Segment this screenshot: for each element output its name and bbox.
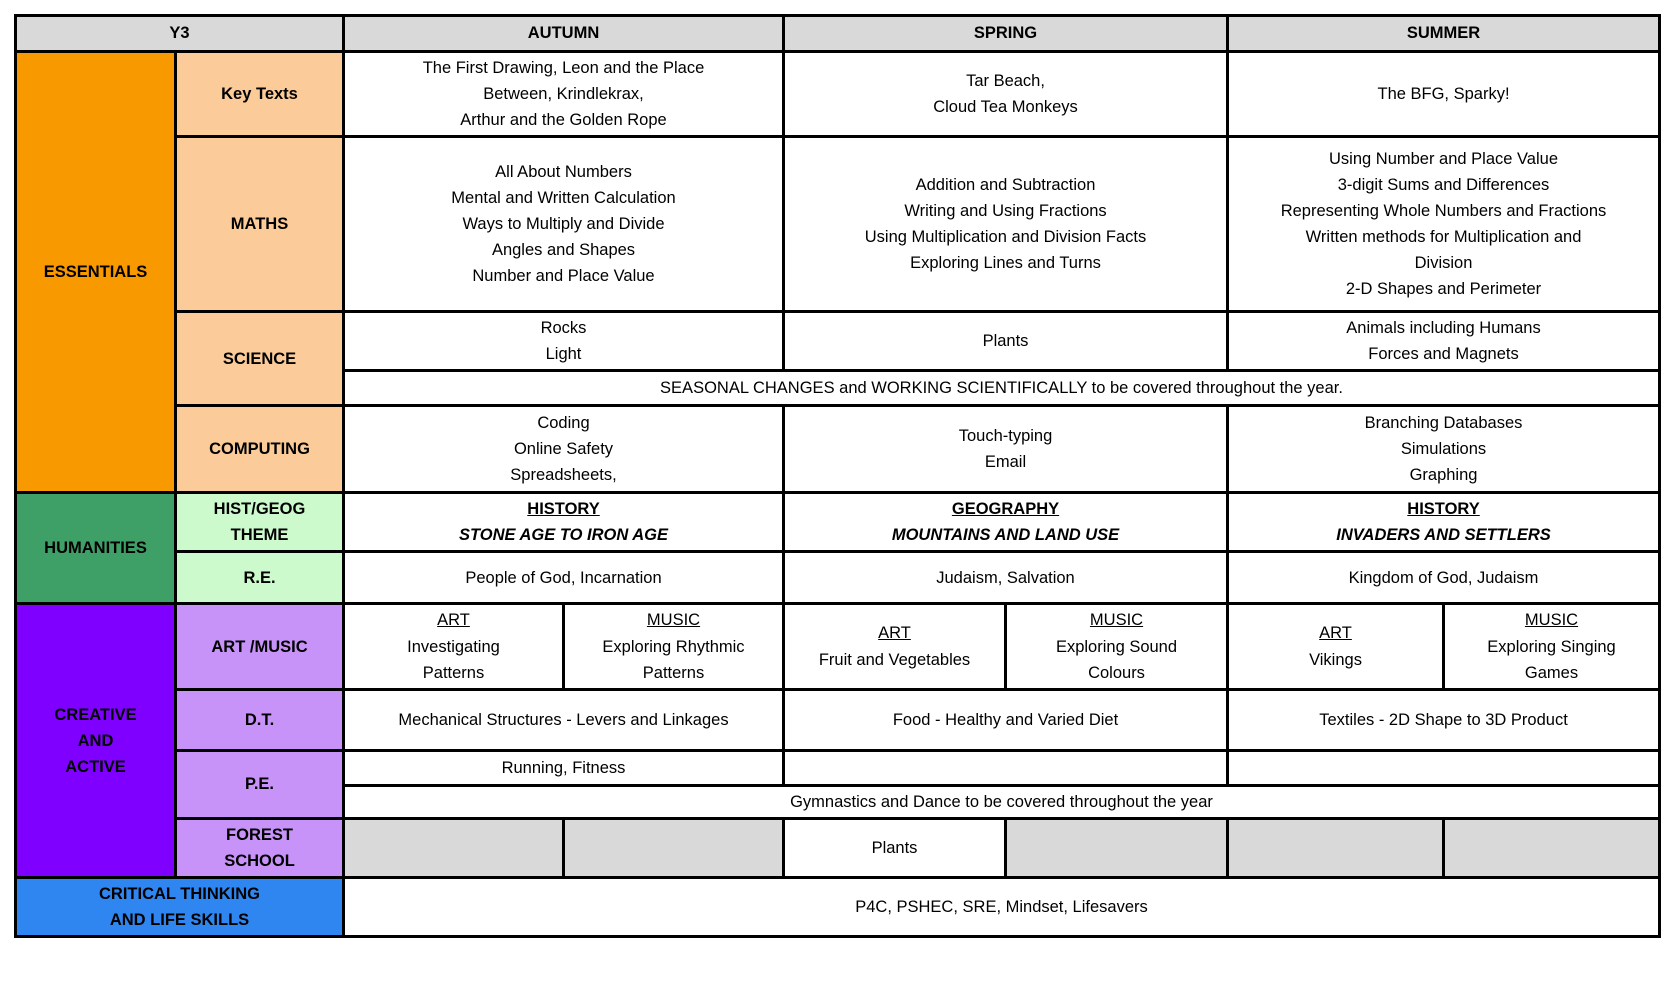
text-line: Spreadsheets, (510, 466, 617, 485)
re-row (16, 552, 1660, 604)
subject-title: HISTORY (527, 500, 600, 519)
text-line: Vikings (1309, 650, 1362, 669)
section-essentials: ESSENTIALS (16, 52, 176, 493)
text-line: Forces and Magnets (1368, 345, 1519, 364)
cell-pe-all-year: Gymnastics and Dance to be covered throughout the year (344, 785, 1660, 818)
text-line: AND (77, 731, 114, 750)
pe-row (16, 750, 1660, 785)
text-line: Coding (537, 414, 590, 433)
section-critical-thinking (16, 877, 344, 936)
text-line: Exploring Sound (1055, 637, 1178, 656)
text-line: AND LIFE SKILLS (109, 910, 250, 929)
row-label-computing: COMPUTING (176, 406, 344, 493)
cell-science-spring: Plants (784, 312, 1228, 371)
text-line: Rocks (540, 319, 587, 338)
science-row (16, 312, 1660, 371)
cell-science-autumn (344, 312, 784, 371)
cell-forest-summer-right (1444, 818, 1660, 877)
text-line: Exploring Lines and Turns (910, 254, 1101, 273)
cell-dt-spring: Food - Healthy and Varied Diet (784, 689, 1228, 750)
cell-maths-summer (1228, 137, 1660, 312)
term-header-autumn: AUTUMN (344, 16, 784, 52)
art-music-row (16, 604, 1660, 689)
art-heading: ART (878, 624, 911, 643)
row-label-dt: D.T. (176, 689, 344, 750)
cell-music-autumn (564, 604, 784, 689)
cell-science-summer (1228, 312, 1660, 371)
cell-re-spring: Judaism, Salvation (784, 552, 1228, 604)
cell-computing-summer (1228, 406, 1660, 493)
text-line: Online Safety (513, 440, 614, 459)
text-line: ACTIVE (65, 757, 126, 776)
cell-re-summer: Kingdom of God, Judaism (1228, 552, 1660, 604)
forest-school-row (16, 818, 1660, 877)
text-line: THEME (230, 526, 289, 545)
text-line: FOREST (226, 825, 293, 844)
text-line: All About Numbers (495, 163, 632, 182)
cell-theme-summer (1228, 493, 1660, 552)
cell-art-autumn (344, 604, 564, 689)
text-line: Simulations (1400, 440, 1487, 459)
text-line: Cloud Tea Monkeys (933, 98, 1078, 117)
dt-row (16, 689, 1660, 750)
cell-theme-spring (784, 493, 1228, 552)
text-line: Angles and Shapes (491, 241, 636, 260)
subject-title: GEOGRAPHY (951, 500, 1060, 519)
text-line: Graphing (1409, 466, 1478, 485)
text-line: Exploring Rhythmic (602, 637, 745, 656)
cell-critical-content: P4C, PSHEC, SRE, Mindset, Lifesavers (344, 877, 1660, 936)
cell-forest-spring-right (1006, 818, 1228, 877)
cell-theme-autumn (344, 493, 784, 552)
text-line: 2-D Shapes and Perimeter (1345, 280, 1542, 299)
term-header-summer: SUMMER (1228, 16, 1660, 52)
text-line: Exploring Singing (1487, 637, 1616, 656)
text-line: Representing Whole Numbers and Fractions (1280, 202, 1607, 221)
cell-maths-spring (784, 137, 1228, 312)
music-heading: MUSIC (1089, 611, 1144, 630)
cell-forest-summer-left (1228, 818, 1444, 877)
text-line: Using Multiplication and Division Facts (864, 228, 1147, 247)
row-label-re: R.E. (176, 552, 344, 604)
text-line: The First Drawing, Leon and the Place (422, 59, 705, 77)
cell-computing-autumn (344, 406, 784, 493)
curriculum-table (14, 14, 1661, 938)
music-heading: MUSIC (1524, 611, 1579, 630)
text-line: Games (1524, 663, 1579, 682)
row-label-theme (176, 493, 344, 552)
text-line: Number and Place Value (472, 267, 655, 286)
text-line: SCHOOL (224, 851, 295, 870)
cell-science-all-year: SEASONAL CHANGES and WORKING SCIENTIFICALLY to be covered throughout the year. (344, 371, 1660, 406)
text-line: Light (545, 345, 582, 364)
text-line: Email (984, 453, 1027, 472)
row-label-art-music: ART /MUSIC (176, 604, 344, 689)
cell-art-summer (1228, 604, 1444, 689)
text-line: Division (1414, 254, 1473, 273)
cell-music-summer (1444, 604, 1660, 689)
cell-key-texts-autumn (344, 52, 784, 137)
theme-row (16, 493, 1660, 552)
text-line: CRITICAL THINKING (98, 884, 261, 903)
cell-forest-spring-left: Plants (784, 818, 1006, 877)
text-line: Writing and Using Fractions (904, 202, 1107, 221)
text-line: Between, Krindlekrax, (483, 85, 644, 104)
cell-re-autumn: People of God, Incarnation (344, 552, 784, 604)
topic-text: MOUNTAINS AND LAND USE (891, 526, 1120, 545)
text-line: 3-digit Sums and Differences (1337, 176, 1550, 195)
cell-dt-autumn: Mechanical Structures - Levers and Linkages (344, 689, 784, 750)
cell-dt-summer: Textiles - 2D Shape to 3D Product (1228, 689, 1660, 750)
text-line: Branching Databases (1364, 414, 1523, 433)
cell-pe-summer (1228, 750, 1660, 785)
text-line: Written methods for Multiplication and (1305, 228, 1582, 247)
section-humanities: HUMANITIES (16, 493, 176, 604)
maths-row (16, 137, 1660, 312)
cell-art-spring (784, 604, 1006, 689)
text-line: Addition and Subtraction (915, 176, 1096, 195)
cell-forest-autumn-left (344, 818, 564, 877)
header-row (16, 16, 1660, 52)
cell-pe-autumn: Running, Fitness (344, 750, 784, 785)
text-line: CREATIVE (54, 705, 137, 724)
text-line: Patterns (422, 663, 485, 682)
text-line: Ways to Multiply and Divide (462, 215, 665, 234)
text-line: Using Number and Place Value (1329, 150, 1559, 168)
art-heading: ART (1319, 624, 1352, 643)
cell-computing-spring (784, 406, 1228, 493)
critical-thinking-row (16, 877, 1660, 936)
year-header: Y3 (16, 16, 344, 52)
topic-text: STONE AGE TO IRON AGE (458, 526, 669, 545)
text-line: Arthur and the Golden Rope (460, 111, 667, 130)
text-line: Touch-typing (958, 427, 1053, 446)
subject-title: HISTORY (1407, 500, 1480, 519)
row-label-key-texts: Key Texts (176, 52, 344, 137)
cell-maths-autumn (344, 137, 784, 312)
row-label-pe: P.E. (176, 750, 344, 818)
row-label-science: SCIENCE (176, 312, 344, 406)
music-heading: MUSIC (646, 611, 701, 630)
row-label-maths: MATHS (176, 137, 344, 312)
cell-pe-spring (784, 750, 1228, 785)
key-texts-row (16, 52, 1660, 137)
cell-key-texts-summer: The BFG, Sparky! (1228, 52, 1660, 137)
text-line: Colours (1088, 663, 1145, 682)
section-creative-and-active (16, 604, 176, 877)
text-line: Tar Beach, (966, 72, 1045, 91)
computing-row (16, 406, 1660, 493)
text-line: Animals including Humans (1346, 319, 1541, 338)
text-line: Patterns (642, 663, 705, 682)
cell-key-texts-spring (784, 52, 1228, 137)
topic-text: INVADERS AND SETTLERS (1336, 526, 1551, 545)
cell-music-spring (1006, 604, 1228, 689)
term-header-spring: SPRING (784, 16, 1228, 52)
cell-forest-autumn-right (564, 818, 784, 877)
text-line: Investigating (407, 637, 500, 656)
text-line: Mental and Written Calculation (451, 189, 676, 208)
art-heading: ART (437, 611, 470, 630)
text-line: HIST/GEOG (213, 500, 306, 519)
text-line: Fruit and Vegetables (818, 650, 971, 669)
row-label-forest-school (176, 818, 344, 877)
